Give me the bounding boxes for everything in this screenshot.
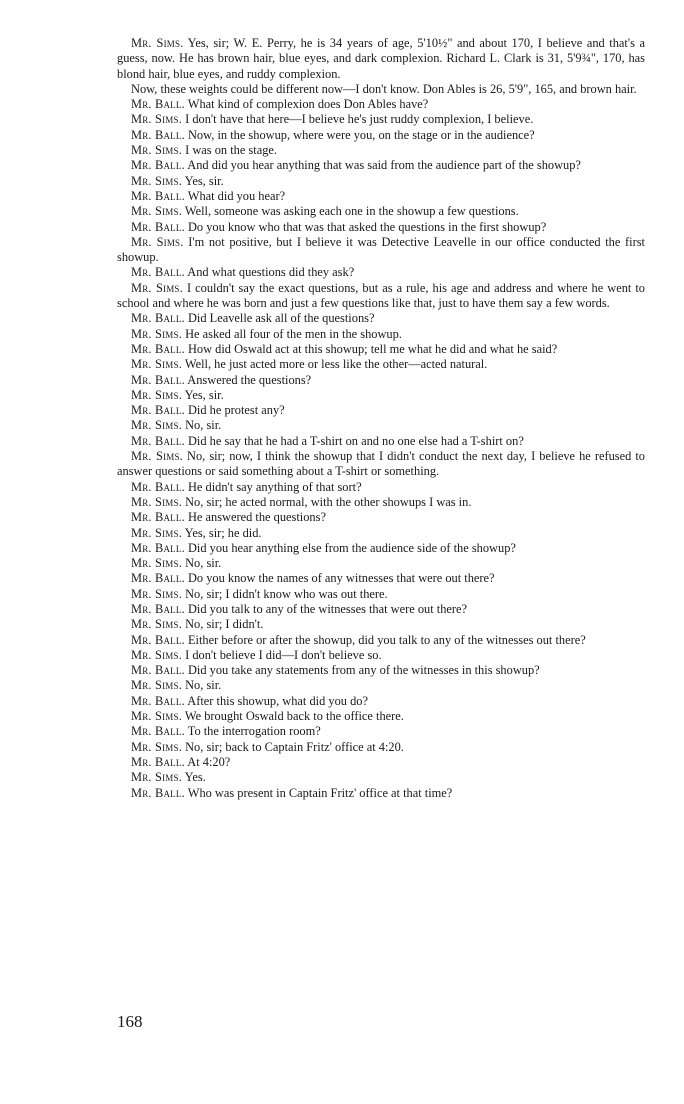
transcript-paragraph [117,678,645,693]
paragraph-text: No, sir; I didn't. [182,617,264,632]
transcript-paragraph [117,357,645,372]
transcript-paragraph [117,633,645,648]
transcript-paragraph [117,541,645,556]
speaker-label: Mr. Sims. [131,326,183,341]
transcript-paragraph [117,112,645,127]
paragraph-text: After this showup, what did you do? [184,693,368,708]
transcript-paragraph [117,388,645,403]
speaker-label: Mr. Sims. [131,739,183,754]
transcript-body [117,36,645,801]
speaker-label: Mr. Sims. [131,709,183,724]
paragraph-text: No, sir. [182,678,222,693]
paragraph-text: What did you hear? [184,188,286,203]
transcript-paragraph [117,403,645,418]
transcript-paragraph [117,709,645,724]
transcript-paragraph [117,602,645,617]
transcript-paragraph [117,143,645,158]
speaker-label: Mr. Ball. [131,632,185,647]
speaker-label: Mr. Sims. [131,173,183,188]
paragraph-text: To the interrogation room? [184,724,321,739]
speaker-label: Mr. Ball. [131,265,185,280]
transcript-paragraph [117,327,645,342]
paragraph-text: I'm not positive, but I believe it was Detective Leavelle in our office conducted the first showup. [117,234,645,265]
speaker-label: Mr. Ball. [131,540,185,555]
speaker-label: Mr. Ball. [131,219,185,234]
page-number: 168 [117,1012,143,1031]
speaker-label: Mr. Sims. [131,280,183,295]
speaker-label: Mr. Ball. [131,724,185,739]
transcript-paragraph [117,128,645,143]
speaker-label: Mr. Sims. [131,647,183,662]
speaker-label: Mr. Sims. [131,387,183,402]
transcript-paragraph [117,663,645,678]
transcript-paragraph [117,571,645,586]
paragraph-text: What kind of complexion does Don Ables have? [184,97,429,112]
paragraph-text: And what questions did they ask? [184,265,355,280]
paragraph-text: Either before or after the showup, did you talk to any of the witnesses out there? [184,632,586,647]
transcript-paragraph [117,526,645,541]
transcript-paragraph [117,342,645,357]
paragraph-text: Yes, sir; W. E. Perry, he is 34 years of age, 5'10½" and about 170, I believe and that's a guess, now. He has brown hair, blue eyes, and dark complexion. Richard L. Clark is 31, 5'9¾", 170, has blond hair, blue eyes, and ruddy complexion. [117,36,646,81]
speaker-label: Mr. Sims. [131,449,183,464]
speaker-label: Mr. Ball. [131,188,185,203]
speaker-label: Mr. Ball. [131,479,185,494]
paragraph-text: He answered the questions? [184,510,326,525]
paragraph-text: Did he say that he had a T-shirt on and no one else had a T-shirt on? [184,433,524,448]
transcript-paragraph [117,174,645,189]
speaker-label: Mr. Ball. [131,663,185,678]
speaker-label: Mr. Sims. [131,586,183,601]
transcript-paragraph [117,373,645,388]
paragraph-text: No, sir; I didn't know who was out there. [182,586,388,601]
speaker-label: Mr. Sims. [131,418,183,433]
paragraph-text: I don't have that here—I believe he's just ruddy complexion, I believe. [182,112,534,127]
paragraph-text: Yes. [182,770,206,785]
paragraph-text: Answered the questions? [184,372,312,387]
speaker-label: Mr. Sims. [131,357,183,372]
speaker-label: Mr. Ball. [131,601,185,616]
paragraph-text: Who was present in Captain Fritz' office at that time? [184,785,453,800]
paragraph-text: Well, he just acted more or less like the other—acted natural. [182,357,488,372]
speaker-label: Mr. Ball. [131,403,185,418]
paragraph-text: Do you know the names of any witnesses that were out there? [184,571,495,586]
transcript-paragraph [117,556,645,571]
speaker-label: Mr. Ball. [131,158,185,173]
speaker-label: Mr. Ball. [131,311,185,326]
paragraph-text: No, sir. [182,556,222,571]
transcript-paragraph [117,449,645,480]
transcript-paragraph [117,281,645,312]
speaker-label: Mr. Ball. [131,571,185,586]
speaker-label: Mr. Sims. [131,770,183,785]
transcript-paragraph [117,311,645,326]
transcript-paragraph [117,770,645,785]
paragraph-text: Did you talk to any of the witnesses that were out there? [184,601,468,616]
paragraph-text: I couldn't say the exact questions, but as a rule, his age and address and where he went to school and where he was born and just a few questions like that, just to have them say a few words. [117,280,646,311]
speaker-label: Mr. Sims. [131,143,183,158]
paragraph-text: Now, these weights could be different now—I don't know. Don Ables is 26, 5'9", 165, and brown hair. [131,81,637,96]
speaker-label: Mr. Sims. [131,234,184,249]
transcript-paragraph [117,694,645,709]
paragraph-text: Yes, sir. [182,387,224,402]
transcript-paragraph [117,204,645,219]
transcript-paragraph [117,617,645,632]
transcript-paragraph [117,220,645,235]
speaker-label: Mr. Sims. [131,617,183,632]
transcript-paragraph [117,434,645,449]
transcript-paragraph [117,495,645,510]
transcript-paragraph [117,97,645,112]
paragraph-text: And did you hear anything that was said from the audience part of the showup? [184,158,581,173]
transcript-paragraph [117,587,645,602]
transcript-paragraph [117,510,645,525]
paragraph-text: Did you hear anything else from the audience side of the showup? [184,540,516,555]
paragraph-text: Yes, sir; he did. [182,525,262,540]
paragraph-text: Did he protest any? [184,403,285,418]
paragraph-text: I don't believe I did—I don't believe so. [182,647,382,662]
transcript-paragraph [117,265,645,280]
speaker-label: Mr. Sims. [131,204,183,219]
speaker-label: Mr. Sims. [131,525,183,540]
paragraph-text: Did Leavelle ask all of the questions? [184,311,375,326]
transcript-paragraph [117,755,645,770]
speaker-label: Mr. Sims. [131,494,183,509]
paragraph-text: I was on the stage. [182,143,277,158]
paragraph-text: Well, someone was asking each one in the showup a few questions. [182,204,519,219]
speaker-label: Mr. Ball. [131,693,185,708]
speaker-label: Mr. Sims. [131,556,183,571]
paragraph-text: No, sir; now, I think the showup that I didn't conduct the next day, I believe he refused to answer questions or said something about a T-shirt or something. [117,449,645,479]
transcript-paragraph [117,724,645,739]
speaker-label: Mr. Ball. [131,127,185,142]
speaker-label: Mr. Ball. [131,433,185,448]
speaker-label: Mr. Ball. [131,510,185,525]
paragraph-text: He didn't say anything of that sort? [184,479,362,494]
paragraph-text: We brought Oswald back to the office there. [182,709,404,724]
paragraph-text: Now, in the showup, where were you, on the stage or in the audience? [184,127,535,142]
transcript-paragraph [117,740,645,755]
speaker-label: Mr. Ball. [131,754,185,769]
transcript-paragraph [117,158,645,173]
paragraph-text: Yes, sir. [182,173,224,188]
paragraph-text: No, sir; back to Captain Fritz' office at 4:20. [182,739,404,754]
speaker-label: Mr. Sims. [131,678,183,693]
paragraph-text: At 4:20? [184,754,231,769]
paragraph-text: No, sir; he acted normal, with the other showups I was in. [182,494,472,509]
transcript-paragraph [117,189,645,204]
paragraph-text: Do you know who that was that asked the questions in the first showup? [184,219,547,234]
transcript-paragraph [117,648,645,663]
speaker-label: Mr. Sims. [131,112,183,127]
speaker-label: Mr. Ball. [131,97,185,112]
transcript-paragraph [117,480,645,495]
transcript-paragraph [117,418,645,433]
transcript-paragraph [117,82,645,97]
paragraph-text: How did Oswald act at this showup; tell me what he did and what he said? [184,341,558,356]
paragraph-text: He asked all four of the men in the showup. [182,326,402,341]
speaker-label: Mr. Ball. [131,785,185,800]
transcript-paragraph [117,235,645,266]
speaker-label: Mr. Ball. [131,372,185,387]
transcript-paragraph [117,36,645,82]
transcript-paragraph [117,786,645,801]
paragraph-text: Did you take any statements from any of the witnesses in this showup? [184,663,540,678]
speaker-label: Mr. Sims. [131,36,184,50]
paragraph-text: No, sir. [182,418,222,433]
speaker-label: Mr. Ball. [131,341,185,356]
